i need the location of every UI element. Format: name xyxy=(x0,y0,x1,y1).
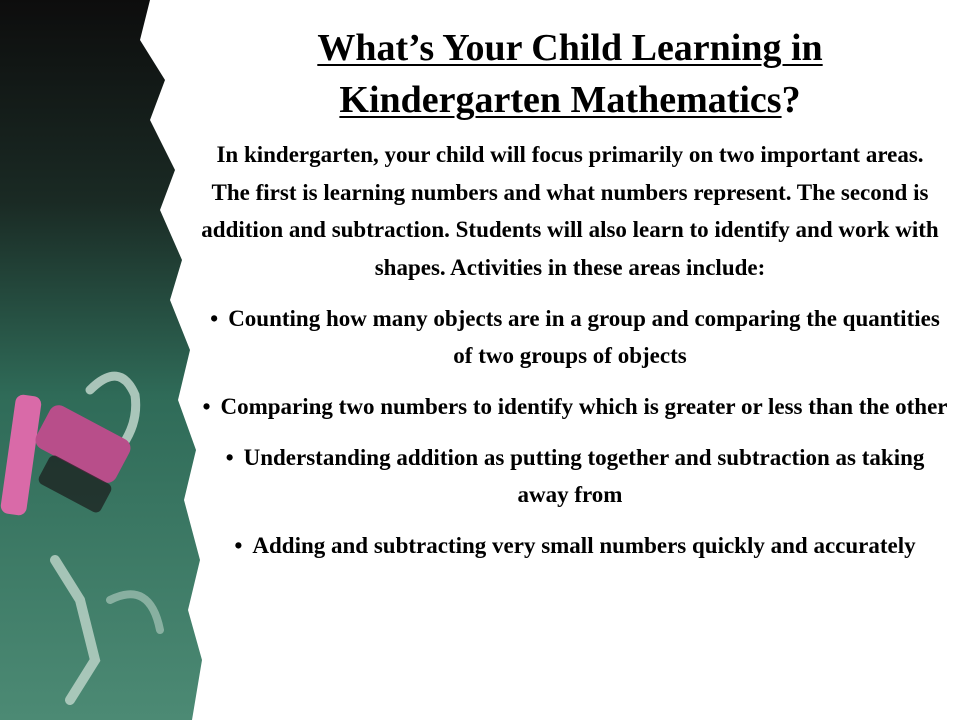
list-item-text: Adding and subtracting very small numbers quickly and accurately xyxy=(252,533,916,558)
list-item-text: Comparing two numbers to identify which is greater or less than the other xyxy=(220,394,948,419)
activity-list xyxy=(190,300,950,564)
title-question-mark: ? xyxy=(781,79,801,121)
list-item-text: Counting how many objects are in a group and comparing the quantities of two groups of objects xyxy=(228,306,940,368)
list-item xyxy=(190,300,950,374)
title-line-1: What’s Your Child Learning in xyxy=(317,27,823,69)
bullet-icon: • xyxy=(234,533,243,558)
title-line-2: Kindergarten Mathematics xyxy=(339,79,782,121)
chalkboard-image xyxy=(0,0,205,720)
bullet-icon: • xyxy=(225,445,234,470)
page-title xyxy=(190,22,950,126)
list-item xyxy=(190,439,950,513)
slide-content xyxy=(190,22,950,578)
list-item-text: Understanding addition as putting together and subtraction as taking away from xyxy=(243,445,925,507)
list-item xyxy=(190,388,950,425)
intro-paragraph: In kindergarten, your child will focus primarily on two important areas. The first is learning numbers and what numbers represent. The second is addition and subtraction. Students will also learn to identify and work with shapes. Activities in these areas include: xyxy=(201,142,939,280)
bullet-icon: • xyxy=(202,394,211,419)
bullet-icon: • xyxy=(210,306,219,331)
list-item xyxy=(190,527,950,564)
